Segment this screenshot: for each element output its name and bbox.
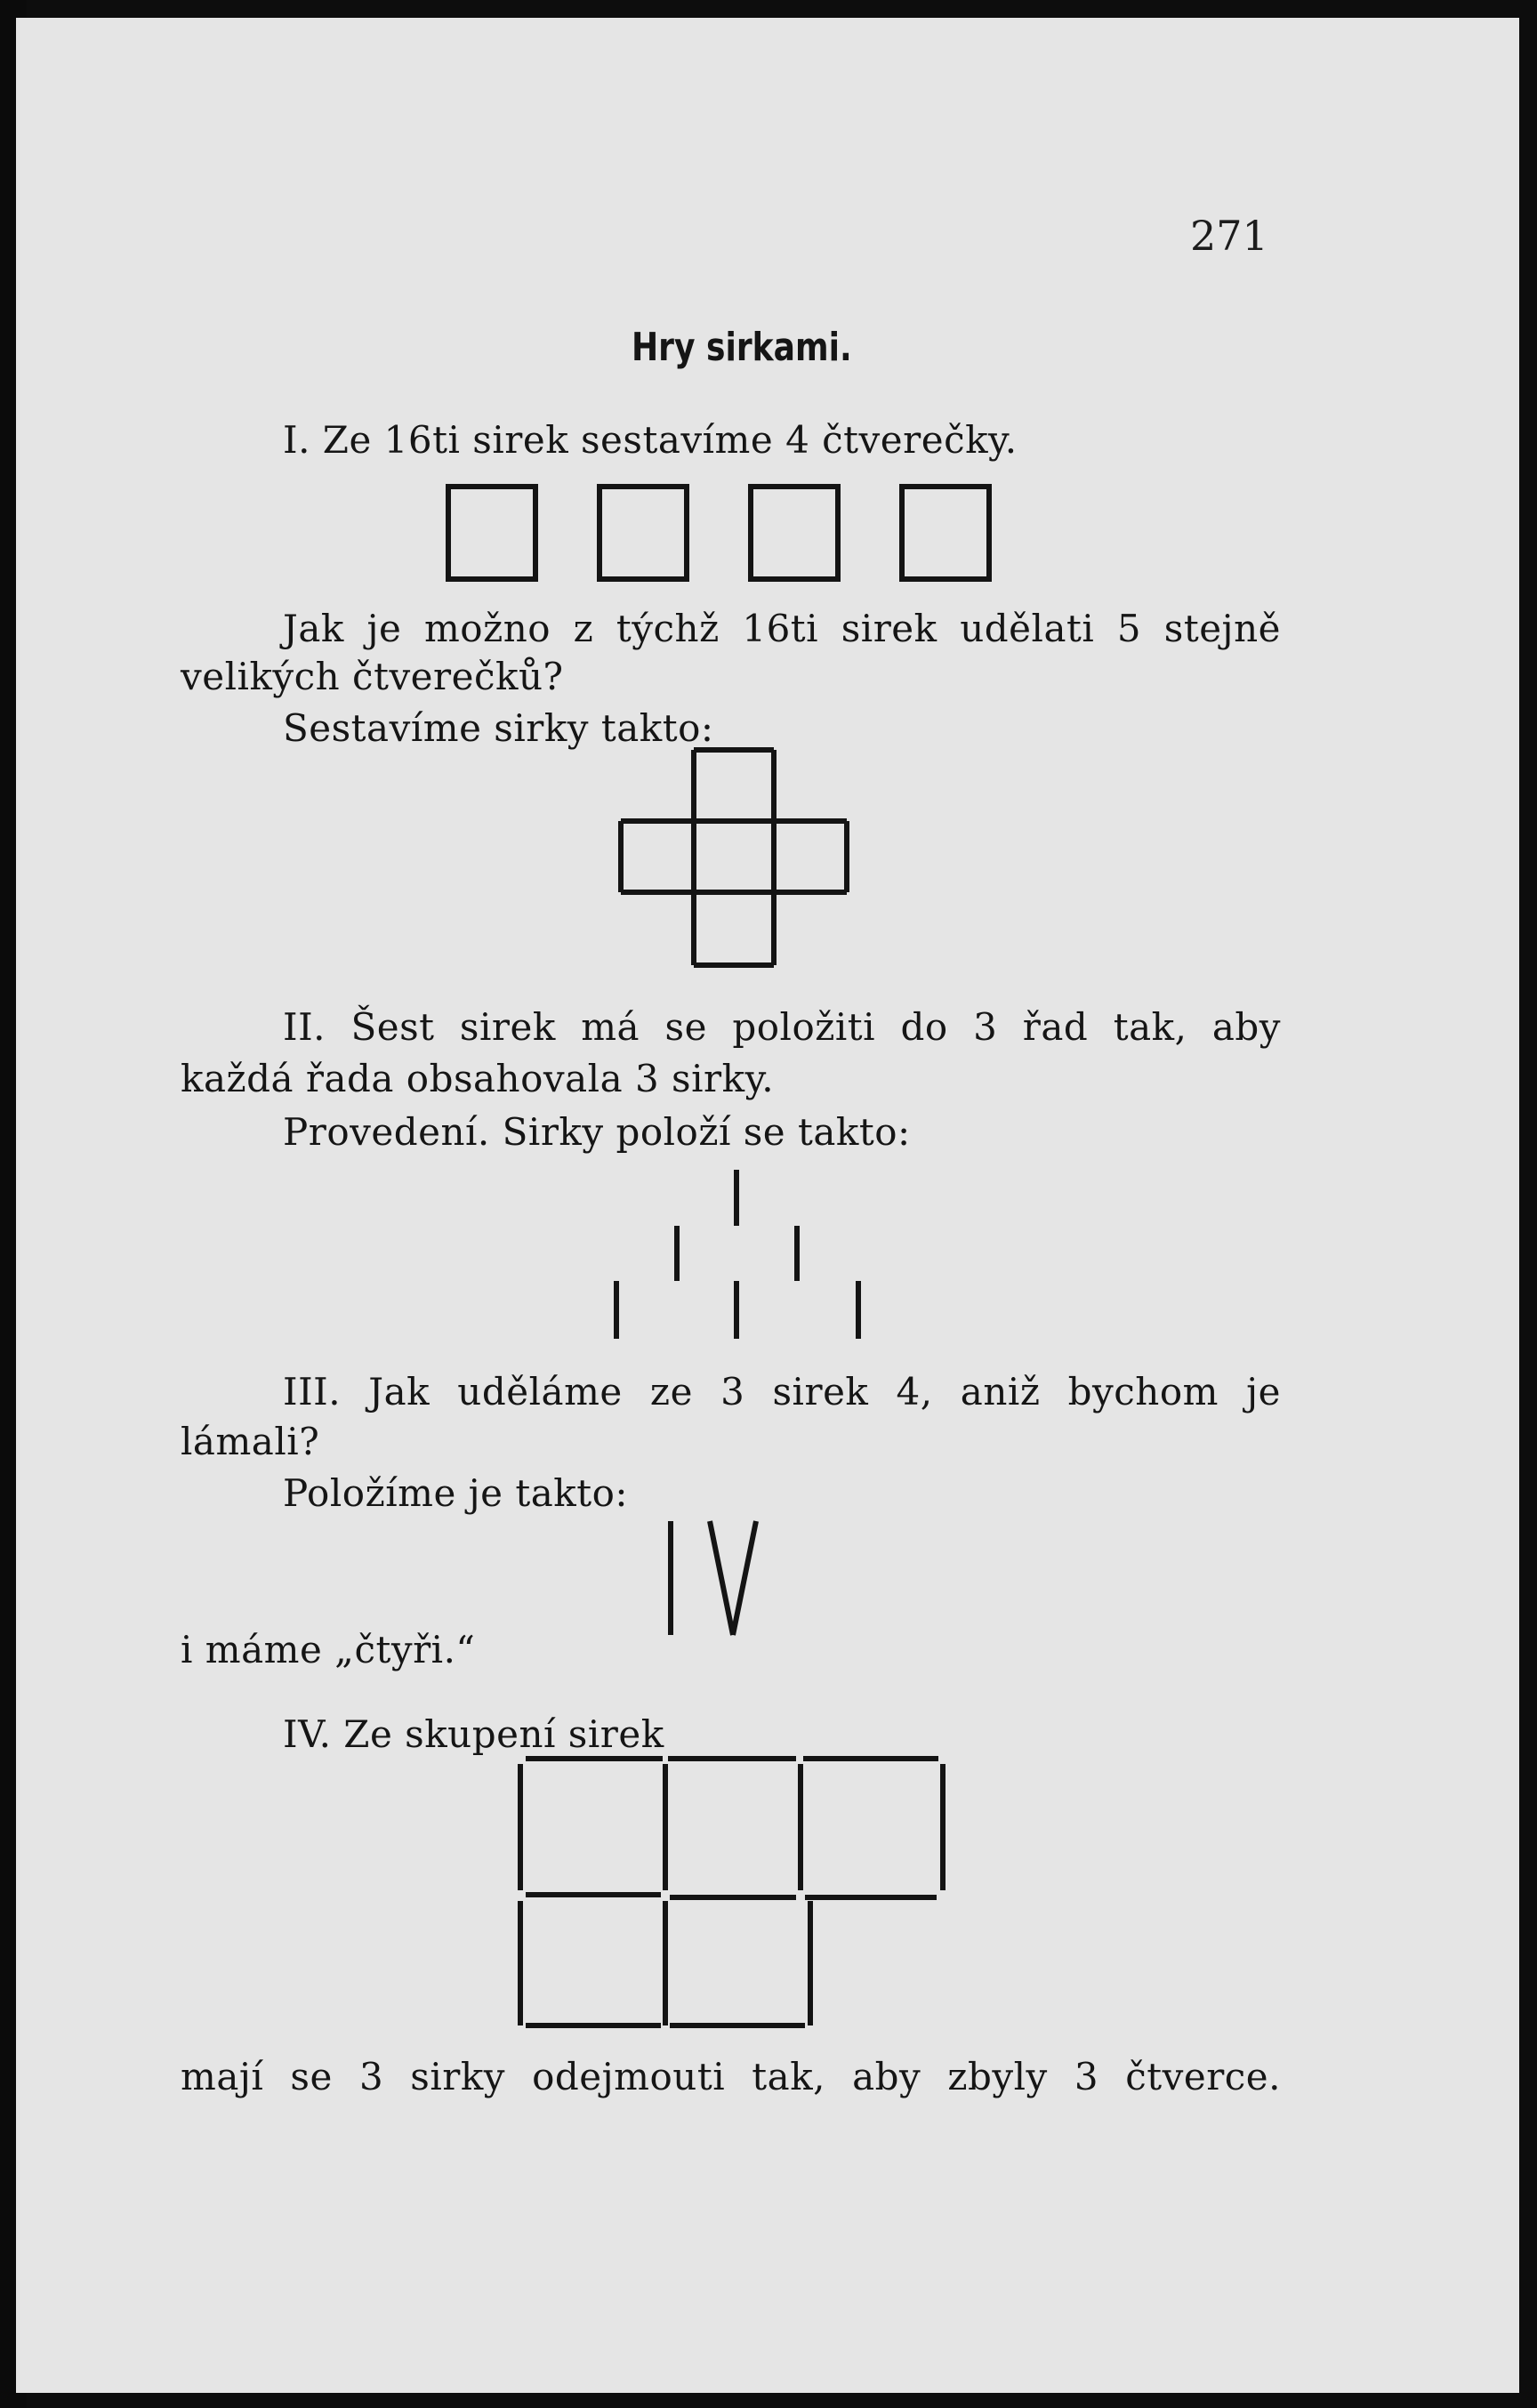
section4-closing: mají se 3 sirky odejmouti tak, aby zbyly 3 čtverce. xyxy=(181,2055,1281,2098)
section3-line1: III. Jak uděláme ze 3 sirek 4, aniž bychom je xyxy=(283,1370,1281,1413)
section1-question-line2: velikých čtverečků? xyxy=(181,655,564,698)
square-4 xyxy=(902,487,989,579)
section1-intro: I. Ze 16ti sirek sestavíme 4 čtverečky. xyxy=(283,418,1018,462)
book-page xyxy=(16,18,1519,2393)
figure-cross-five-squares xyxy=(612,743,861,992)
section1-question-line1: Jak je možno z týchž 16ti sirek udělati 5 stejně xyxy=(283,607,1281,650)
figure-triangle-of-matches xyxy=(594,1165,879,1352)
page-number: 271 xyxy=(1190,212,1268,260)
figure-roman-four xyxy=(656,1503,799,1646)
section3-answer: Položíme je takto: xyxy=(283,1471,629,1515)
square-2 xyxy=(600,487,687,579)
square-1 xyxy=(448,487,535,579)
square-3 xyxy=(751,487,838,579)
section1-answer: Sestavíme sirky takto: xyxy=(283,706,714,750)
figure-four-squares xyxy=(443,476,1030,592)
page-title: Hry sirkami. xyxy=(631,325,852,370)
section3-result: i máme „čtyři.“ xyxy=(181,1628,476,1671)
section4-intro: IV. Ze skupení sirek xyxy=(283,1712,664,1756)
section2-line1: II. Šest sirek má se položiti do 3 řad tak, aby xyxy=(283,1005,1281,1049)
section2-line2: každá řada obsahovala 3 sirky. xyxy=(181,1057,775,1100)
section2-answer: Provedení. Sirky položí se takto: xyxy=(283,1110,911,1154)
figure-five-squares-grid xyxy=(501,1748,963,2033)
section3-line2: lámali? xyxy=(181,1420,320,1463)
